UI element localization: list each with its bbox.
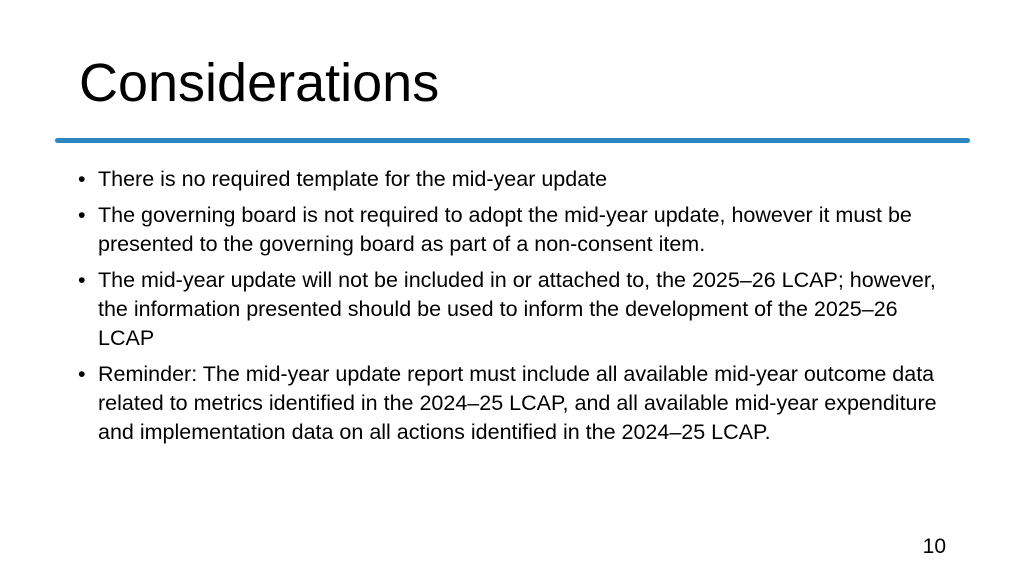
bullet-text: The mid-year update will not be included in or attached to, the 2025–26 LCAP; however, the information presented should be used to inform the development of the 2025–26 LCAP <box>98 268 936 350</box>
bullet-item <box>78 266 958 353</box>
bullet-item <box>78 165 958 194</box>
bullet-item <box>78 360 958 447</box>
bullet-icon: • <box>78 167 86 191</box>
title-divider <box>55 138 970 143</box>
bullet-icon: • <box>78 268 86 292</box>
bullet-list <box>78 165 958 454</box>
bullet-text: Reminder: The mid-year update report must include all available mid-year outcome data related to metrics identified in the 2024–25 LCAP, and all available mid-year expenditure and implementation data on all actions identified in the 2024–25 LCAP. <box>98 362 937 444</box>
bullet-text: There is no required template for the mid-year update <box>98 167 608 191</box>
bullet-icon: • <box>78 362 86 386</box>
slide-title: Considerations <box>79 53 440 113</box>
bullet-text: The governing board is not required to adopt the mid-year update, however it must be presented to the governing board as part of a non-consent item. <box>98 203 912 256</box>
page-number: 10 <box>922 535 946 558</box>
bullet-icon: • <box>78 203 86 227</box>
bullet-item <box>78 201 958 259</box>
